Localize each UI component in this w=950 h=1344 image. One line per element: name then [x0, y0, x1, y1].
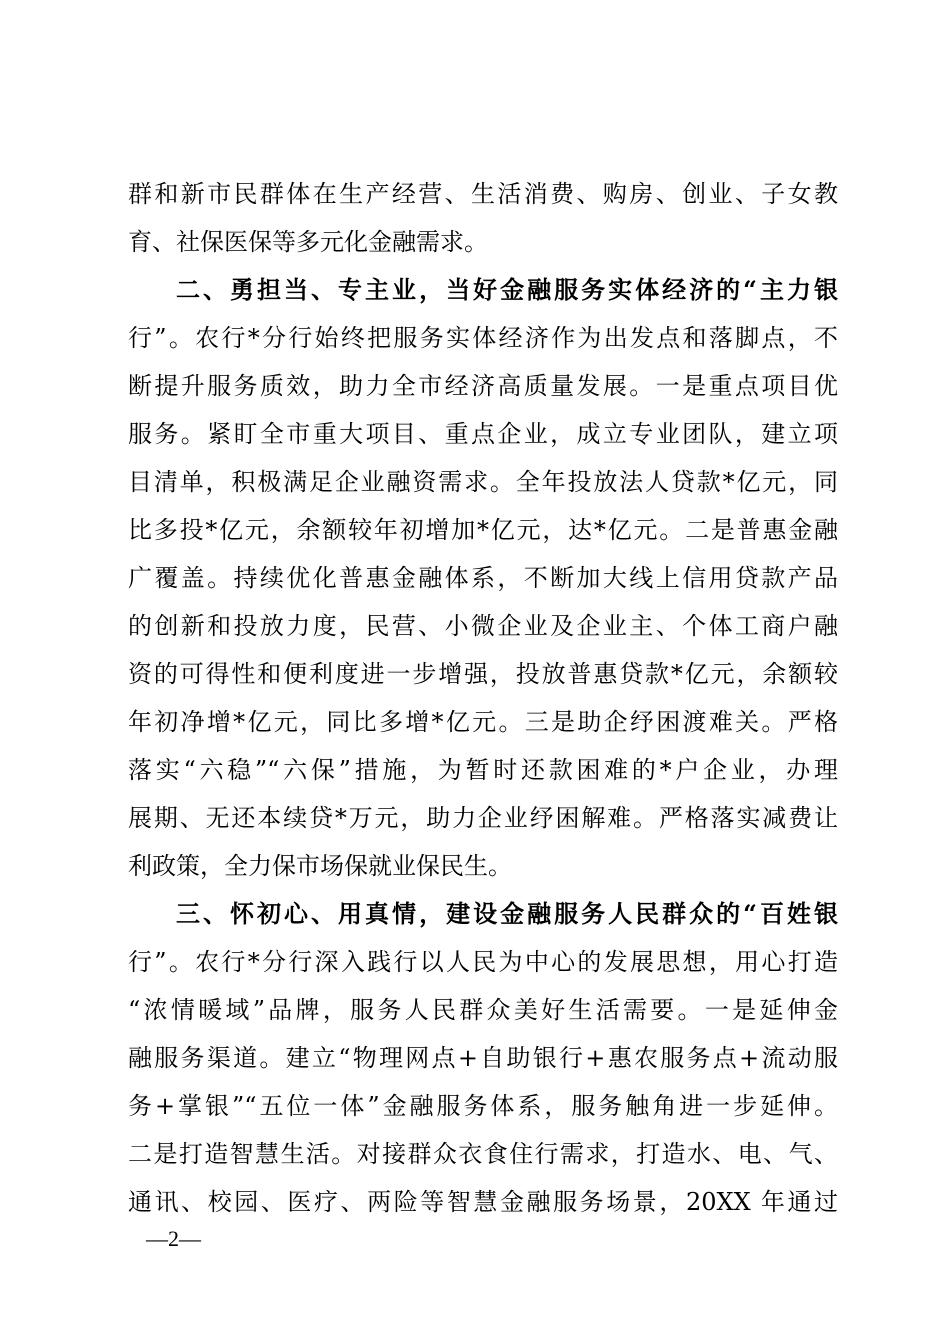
text-line: 行”。农行*分行始终把服务实体经济作为出发点和落脚点，不 — [128, 324, 838, 352]
text-line: 通讯、校园、医疗、两险等智慧金融服务场景，20XX 年通过 — [128, 1188, 838, 1216]
text-line: 年初净增*亿元，同比多增*亿元。三是助企纾困渡难关。严格 — [128, 708, 838, 736]
text-line: 比多投*亿元，余额较年初增加*亿元，达*亿元。二是普惠金融 — [128, 516, 838, 544]
text-line: 利政策，全力保市场保就业保民生。 — [128, 852, 512, 880]
text-line: 行”。农行*分行深入践行以人民为中心的发展思想，用心打造 — [128, 948, 838, 976]
text-line: 务+掌银”“五位一体”金融服务体系，服务触角进一步延伸。 — [128, 1092, 838, 1120]
text-line: 广覆盖。持续优化普惠金融体系，不断加大线上信用贷款产品 — [128, 564, 838, 592]
text-line: 目清单，积极满足企业融资需求。全年投放法人贷款*亿元，同 — [128, 468, 838, 496]
text-line: 断提升服务质效，助力全市经济高质量发展。一是重点项目优 — [128, 372, 838, 400]
text-line: 展期、无还本续贷*万元，助力企业纾困解难。严格落实减费让 — [128, 804, 838, 832]
text-line: 服务。紧盯全市重大项目、重点企业，成立专业团队，建立项 — [128, 420, 838, 448]
page-number: —2— — [146, 1226, 201, 1251]
section-heading: 二、勇担当、专主业，当好金融服务实体经济的“主力银 — [176, 275, 838, 304]
text-line: 资的可得性和便利度进一步增强，投放普惠贷款*亿元，余额较 — [128, 660, 838, 688]
text-line: 落实“六稳”“六保”措施，为暂时还款困难的*户企业，办理 — [128, 756, 838, 784]
text-line: 二是打造智慧生活。对接群众衣食住行需求，打造水、电、气、 — [128, 1140, 838, 1168]
text-line: 融服务渠道。建立“物理网点+自助银行+惠农服务点+流动服 — [128, 1044, 838, 1072]
text-line: 育、社保医保等多元化金融需求。 — [128, 228, 488, 256]
text-line: 的创新和投放力度，民营、小微企业及企业主、个体工商户融 — [128, 612, 838, 640]
text-line: “浓情暖域”品牌，服务人民群众美好生活需要。一是延伸金 — [128, 996, 838, 1024]
text-line: 群和新市民群体在生产经营、生活消费、购房、创业、子女教 — [128, 180, 838, 208]
section-heading: 三、怀初心、用真情，建设金融服务人民群众的“百姓银 — [176, 899, 838, 928]
